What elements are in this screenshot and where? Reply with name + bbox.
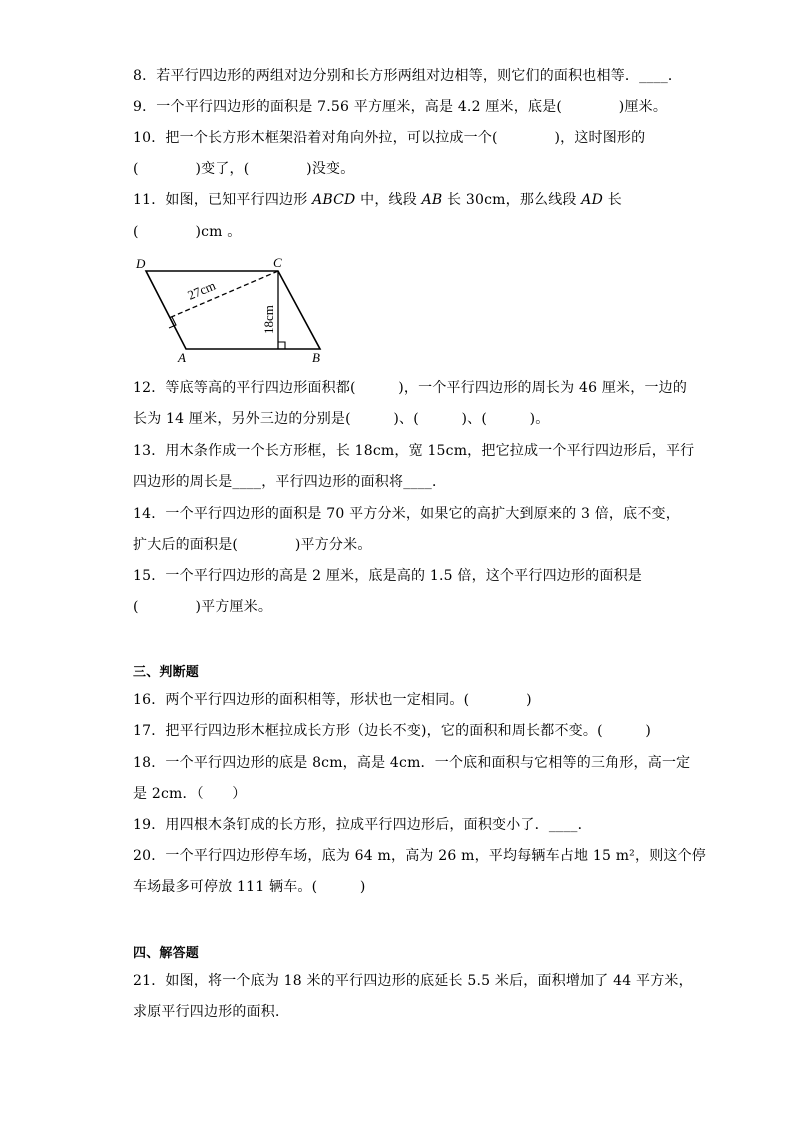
label-18cm: 18cm (261, 305, 276, 334)
question-8: 8．若平行四边形的两组对边分别和长方形两组对边相等，则它们的面积也相等．____． (133, 68, 683, 84)
right-angle-mark-2 (278, 342, 285, 349)
q11-ab: AB (421, 192, 443, 208)
question-19: 19．用四根木条钉成的长方形，拉成平行四边形后，面积变小了．____． (133, 817, 592, 833)
question-14-line-1: 14．一个平行四边形的面积是 70 平方分米，如果它的高扩大到原来的 3 倍，底不变， (133, 506, 680, 522)
q11-text-4: 长 (603, 192, 622, 208)
question-13-line-2: 四边形的周长是____，平行四边形的面积将____． (133, 474, 447, 490)
label-27cm: 27cm (185, 277, 218, 303)
question-16: 16．两个平行四边形的面积相等，形状也一定相同。( ) (133, 692, 532, 708)
label-a: A (178, 350, 186, 364)
parallelogram-figure (128, 252, 348, 364)
question-21-line-1: 21．如图，将一个底为 18 米的平行四边形的底延长 5.5 米后，面积增加了 44 平方米， (133, 973, 693, 989)
q11-abcd: ABCD (312, 192, 356, 208)
question-21-line-2: 求原平行四边形的面积． (133, 1004, 290, 1020)
question-11-line-1 (133, 190, 622, 210)
question-18-line-2: 是 2cm．（ ） (133, 786, 247, 802)
q11-text-2: 中，线段 (355, 192, 422, 208)
question-10-line-1: 10．把一个长方形木框架沿着对角向外拉，可以拉成一个( )，这时图形的 (133, 130, 646, 146)
q11-text-3: 长 30cm，那么线段 (442, 192, 582, 208)
question-17: 17．把平行四边形木框拉成长方形（边长不变)，它的面积和周长都不变。( ) (133, 723, 651, 739)
question-18-line-1: 18．一个平行四边形的底是 8cm，高是 4cm．一个底和面积与它相等的三角形，高一定 (133, 755, 691, 771)
q11-text-1: 11．如图，已知平行四边形 (133, 192, 313, 208)
label-c: C (273, 255, 282, 270)
question-15-line-2: ( )平方厘米。 (133, 599, 273, 615)
section-4-heading: 四、解答题 (133, 946, 200, 961)
question-20-line-2: 车场最多可停放 111 辆车。( ) (133, 879, 366, 895)
question-12-line-2: 长为 14 厘米，另外三边的分别是( )、( )、( )。 (133, 411, 550, 427)
section-3-heading: 三、判断题 (133, 665, 200, 680)
q11-ad: AD (581, 192, 604, 208)
question-14-line-2: 扩大后的面积是( )平方分米。 (133, 537, 372, 553)
question-11-line-2: ( )cm 。 (133, 224, 242, 240)
label-b: B (312, 350, 320, 364)
question-15-line-1: 15．一个平行四边形的高是 2 厘米，底是高的 1.5 倍，这个平行四边形的面积是 (133, 568, 642, 584)
parallelogram-outline (146, 271, 320, 349)
label-d: D (136, 256, 146, 271)
question-20-line-1: 20．一个平行四边形停车场，底为 64 m，高为 26 m，平均每辆车占地 15 m²，则这个停 (133, 848, 706, 864)
question-10-line-2: ( )变了，( )没变。 (133, 161, 355, 177)
question-13-line-1: 13．用木条作成一个长方形框，长 18cm，宽 15cm，把它拉成一个平行四边形后，平行 (133, 443, 695, 459)
question-12-line-1: 12．等底等高的平行四边形面积都( )，一个平行四边形的周长为 46 厘米，一边的 (133, 380, 688, 396)
question-9: 9．一个平行四边形的面积是 7.56 平方厘米，高是 4.2 厘米，底是( )厘米。 (133, 99, 668, 115)
